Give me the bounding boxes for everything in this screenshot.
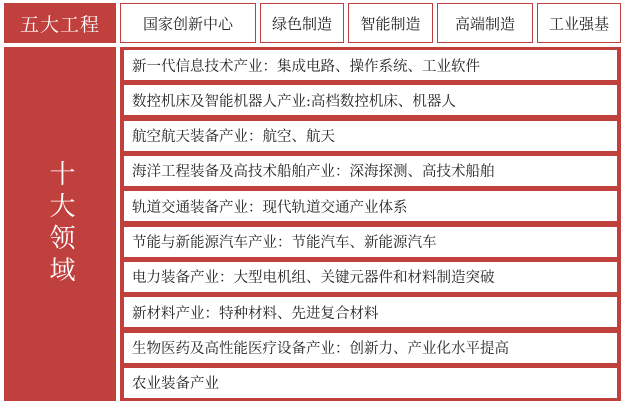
project-cell: 智能制造 — [348, 3, 433, 43]
field-item: 航空航天装备产业：航空、航天 — [124, 121, 617, 151]
ten-fields-title: 十大领域 — [45, 160, 75, 288]
project-cell: 高端制造 — [437, 3, 533, 43]
project-cell: 工业强基 — [537, 3, 621, 43]
field-item: 生物医药及高性能医疗设备产业：创新力、产业化水平提高 — [124, 333, 617, 363]
five-projects-row — [120, 3, 621, 43]
field-item: 轨道交通装备产业：现代轨道交通产业体系 — [124, 191, 617, 221]
field-item: 电力装备产业：大型电机组、关键元器件和材料制造突破 — [124, 262, 617, 292]
project-cell: 国家创新中心 — [120, 3, 256, 43]
five-projects-title: 五大工程 — [4, 3, 116, 43]
ten-fields-list — [120, 47, 621, 401]
project-cell: 绿色制造 — [260, 3, 344, 43]
ten-fields-title-column — [4, 47, 116, 401]
field-item: 节能与新能源汽车产业：节能汽车、新能源汽车 — [124, 227, 617, 257]
field-item: 海洋工程装备及高技术船舶产业：深海探测、高技术船舶 — [124, 156, 617, 186]
field-item: 农业装备产业 — [124, 368, 617, 398]
field-item: 数控机床及智能机器人产业:高档数控机床、机器人 — [124, 85, 617, 115]
field-item: 新一代信息技术产业：集成电路、操作系统、工业软件 — [124, 50, 617, 80]
field-item: 新材料产业：特种材料、先进复合材料 — [124, 297, 617, 327]
diagram-frame — [4, 3, 621, 401]
